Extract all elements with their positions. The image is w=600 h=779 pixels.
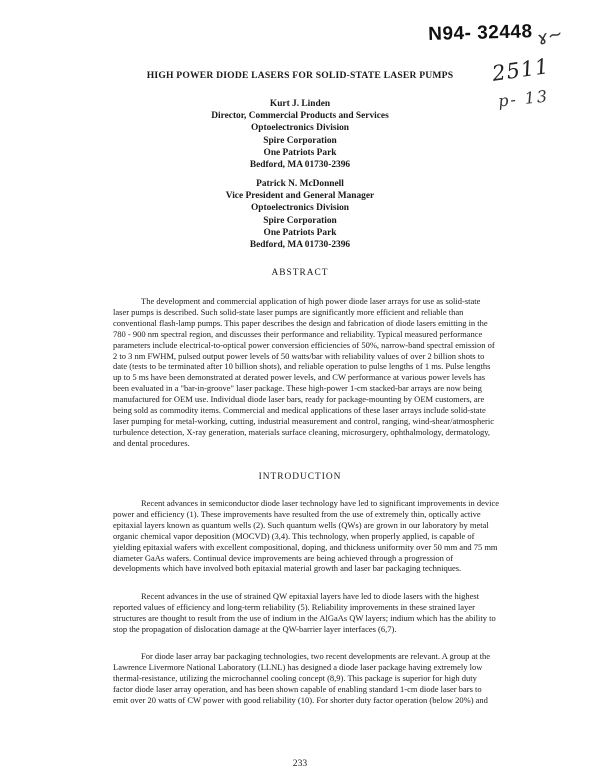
text-line: organic chemical vapor deposition (MOCVD) (3,4). This technology, when properly applied, is capable of <box>113 530 475 541</box>
text-line: thermal-resistance, utilizing the microchannel cooling concept (8,9). This package is superior for high duty <box>113 672 477 683</box>
text-line: manufactured for OEM use. Individual diode laser bars, ready for package-mounting by OEM customers, are <box>113 394 485 405</box>
abstract-heading: ABSTRACT <box>271 268 329 278</box>
introduction-paragraph <box>113 498 520 574</box>
author-city: Bedford, MA 01730-2396 <box>249 240 351 251</box>
text-line: diameter GaAs wafers. Continual device improvements are being achieved through a progression of <box>113 552 454 563</box>
introduction-heading: INTRODUCTION <box>258 472 342 482</box>
text-line: Recent advances in semiconductor diode laser technology have led to significant improvements in device <box>141 498 500 508</box>
author-title: Director, Commercial Products and Services <box>211 111 389 122</box>
text-line: conventional flash-lamp pumps. This paper describes the design and fabrication of diode lasers emitting in the <box>113 317 488 328</box>
text-line: structures are thought to result from the use of indium in the AlGaAs QW layers; indium which has the ability to <box>113 612 496 623</box>
text-line: date (tests to be terminated after 10 billion shots), and reliable operation to pulse lengths of 1 ms. Pulse lengths <box>113 361 491 372</box>
author-division: Optoelectronics Division <box>251 123 349 134</box>
text-line: epitaxial layers known as quantum wells (2). Such quantum wells (QWs) are grown in our laboratory by metal <box>113 519 489 530</box>
author-block <box>0 98 600 171</box>
author-city: Bedford, MA 01730-2396 <box>249 160 351 171</box>
introduction-paragraph <box>113 591 520 635</box>
page-number: 233 <box>292 758 308 769</box>
text-line: 2 to 3 nm FWHM, pulsed output power levels of 50 watts/bar with reliability values of over 2 billion shots to <box>113 350 485 361</box>
text-line: laser pumping for metal-working, cutting, industrial measurement and control, ranging, wind-shear/atmospheric <box>113 415 494 426</box>
text-line: Recent advances in the use of strained QW epitaxial layers have led to diode lasers with the highest <box>141 591 480 601</box>
handwritten-page-count: p- 13 <box>497 86 550 111</box>
text-line: developments which have involved both epitaxial material growth and laser bar packaging techniques. <box>113 563 462 574</box>
text-line: stop the propagation of dislocation damage at the QW-barrier layer interfaces (6,7). <box>113 623 397 634</box>
handwritten-mark: ɤ~ <box>534 23 566 50</box>
text-line: and dental procedures. <box>113 437 190 448</box>
text-line: yielding epitaxial wafers with excellent compositional, doping, and thickness uniformity over 50 mm and 75 mm <box>113 541 498 552</box>
text-line: reported values of efficiency and long-term reliability (5). Reliability improvements in these strained layer <box>113 601 475 612</box>
text-line: turbulence detection, X-ray generation, materials surface cleaning, microsurgery, ophthalmology, dermatology, <box>113 426 491 437</box>
handwritten-code: 2511 <box>490 54 551 86</box>
text-line: parameters include electrical-to-optical power conversion efficiencies of 50%, narrow-band spectral emission of <box>113 339 495 350</box>
text-line: emit over 20 watts of CW power with good reliability (10). For shorter duty factor operation (below 20%) and <box>113 694 488 705</box>
author-company: Spire Corporation <box>263 135 337 146</box>
text-line: laser pumps is described. Such solid-state laser pumps are significantly more efficient and reliable than <box>113 306 464 317</box>
author-division: Optoelectronics Division <box>251 203 349 214</box>
text-line: been evaluated in a "bar-in-groove" laser package. These high-power 1-cm stacked-bar arrays are now being <box>113 383 482 394</box>
author-street: One Patriots Park <box>263 147 337 158</box>
text-line: factor diode laser array operation, and has been shown capable of enabling standard 1-cm diode laser bars to <box>113 683 482 694</box>
author-title: Vice President and General Manager <box>225 191 375 202</box>
text-line: up to 5 ms have been demonstrated at derated power levels, and CW performance at various power levels has <box>113 372 486 383</box>
author-block <box>0 178 600 251</box>
author-name: Patrick N. McDonnell <box>256 179 344 189</box>
abstract-paragraph <box>113 296 520 449</box>
text-line: power and efficiency (1). These improvements have resulted from the use of extremely thin, optically active <box>113 508 481 519</box>
text-line: Lawrence Livermore National Laboratory (LLNL) has designed a diode laser package having extremely low <box>113 661 483 672</box>
author-name: Kurt J. Linden <box>269 99 331 109</box>
document-number-stamp: N94- 32448 <box>428 21 533 45</box>
paper-title: HIGH POWER DIODE LASERS FOR SOLID-STATE LASER PUMPS <box>146 70 454 81</box>
introduction-paragraph <box>113 651 520 706</box>
author-street: One Patriots Park <box>263 227 337 238</box>
text-line: For diode laser array bar packaging technologies, two recent developments are relevant. A group at the <box>141 651 491 661</box>
text-line: being sold as commodity items. Commercial and medical applications of these laser arrays include solid-state <box>113 405 486 416</box>
text-line: 780 - 900 nm spectral region, and discusses their performance and reliability. Typical measured performance <box>113 328 483 339</box>
text-line: The development and commercial application of high power diode laser arrays for use as solid-state <box>141 296 481 306</box>
author-company: Spire Corporation <box>263 215 337 226</box>
